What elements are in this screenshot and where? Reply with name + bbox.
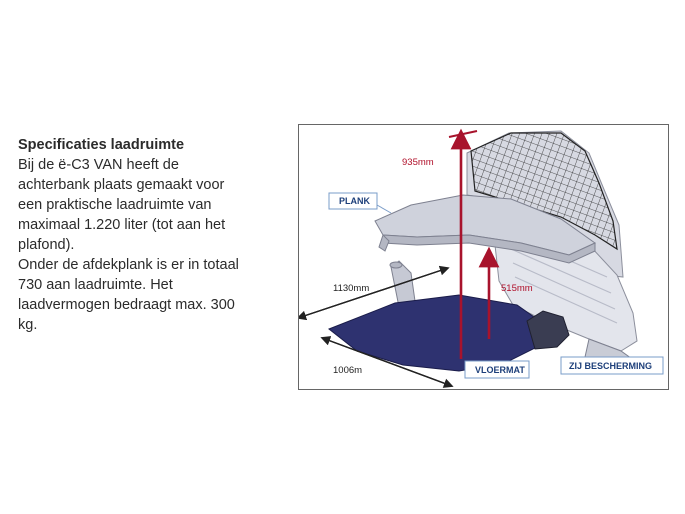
spec-title: Specificaties laadruimte bbox=[18, 137, 185, 153]
spec-line: plafond). bbox=[18, 237, 75, 253]
floor-mat bbox=[329, 295, 551, 371]
cargo-diagram-svg bbox=[299, 125, 668, 389]
spec-text-block bbox=[18, 135, 288, 335]
plank-callout-label: PLANK bbox=[339, 196, 370, 206]
spec-line: kg. bbox=[18, 317, 38, 333]
length-label: 1130mm bbox=[333, 283, 370, 294]
spec-line: laadvermogen bedraagt max. 300 bbox=[18, 297, 235, 313]
side-protection-callout-label: ZIJ BESCHERMING bbox=[569, 361, 653, 371]
floor-mat-callout-label: VLOERMAT bbox=[475, 365, 525, 375]
height-plank-label: 515mm bbox=[501, 283, 533, 294]
spec-line: een praktische laadruimte van bbox=[18, 197, 212, 213]
spec-line: Onder de afdekplank is er in totaal bbox=[18, 257, 239, 273]
height-total-label: 935mm bbox=[402, 157, 434, 168]
cargo-diagram bbox=[298, 124, 669, 390]
spec-line: Bij de ë-C3 VAN heeft de bbox=[18, 157, 179, 173]
width-label: 1006m bbox=[333, 365, 363, 376]
spec-line: achterbank plaats gemaakt voor bbox=[18, 177, 225, 193]
wheel-arch bbox=[527, 311, 569, 349]
spec-line: maximaal 1.220 liter (tot aan het bbox=[18, 217, 226, 233]
spec-line: 730 aan laadruimte. Het bbox=[18, 277, 173, 293]
